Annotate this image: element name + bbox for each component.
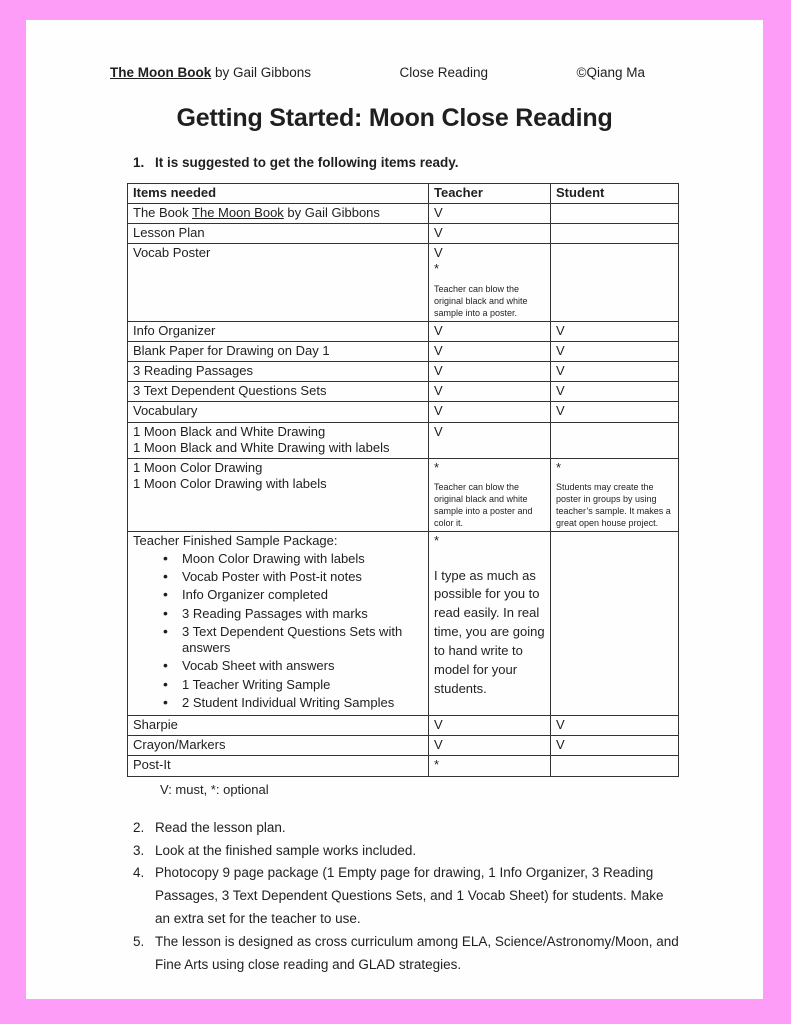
student-cell [551,716,679,736]
step-item [133,931,681,977]
student-cell [551,321,679,341]
bullet-item: • Vocab Poster with Post-it notes [161,569,423,585]
bullet-item: • Info Organizer completed [161,587,423,603]
item-cell: Blank Paper for Drawing on Day 1 [128,342,429,362]
bullet-item: • 3 Text Dependent Questions Sets with answers [161,624,423,656]
col-header-student: Student [551,184,679,204]
items-table [127,183,679,777]
step-item [133,862,681,931]
step-number: 2. [133,819,145,835]
step-item [133,840,681,863]
student-cell [551,342,679,362]
student-mark: V [556,322,565,338]
intro-number: 1. [133,155,145,170]
student-cell [551,756,679,776]
item-cell: 3 Text Dependent Questions Sets [128,382,429,402]
teacher-star-mark: * [434,757,440,773]
student-mark: V [556,363,565,379]
teacher-note: Teacher can blow the original black and white sample into a poster. [434,283,528,318]
item-cell [128,422,429,458]
step-text: The lesson is designed as cross curriculum among ELA, Science/Astronomy/Moon, and Fine Arts using close reading and GLAD strategies. [155,934,679,973]
book-byline: by Gail Gibbons [211,65,312,80]
header-center-label: Close Reading [399,65,489,80]
item-cell: Info Organizer [128,321,429,341]
table-row [128,321,679,341]
student-cell [551,532,679,716]
teacher-cell [429,321,551,341]
teacher-mark: V [434,737,443,753]
teacher-mark: V [434,423,443,439]
item-cell [128,458,429,532]
teacher-cell [429,756,551,776]
student-note: Students may create the poster in groups by using teacher’s sample. It makes a great open house project. [556,481,671,529]
item-cell [128,204,429,224]
bullet-item: • 2 Student Individual Writing Samples [161,695,423,711]
item-cell: Vocabulary [128,402,429,422]
bullet-item: • 1 Teacher Writing Sample [161,677,423,693]
teacher-note: Teacher can blow the original black and white sample into a poster and color it. [434,481,533,529]
item-cell: Vocab Poster [128,244,429,322]
teacher-cell [429,244,551,322]
student-mark: V [556,343,565,359]
table-row [128,736,679,756]
teacher-cell [429,204,551,224]
step-text: Read the lesson plan. [155,819,286,835]
teacher-cell [429,362,551,382]
step-number: 4. [133,865,145,881]
teacher-cell [429,736,551,756]
intro-text: It is suggested to get the following items ready. [155,155,459,170]
item-cell: Sharpie [128,716,429,736]
teacher-mark: V [434,343,443,359]
student-mark: V [556,383,565,399]
col-header-items: Items needed [128,184,429,204]
step-number: 3. [133,842,145,858]
teacher-cell [429,422,551,458]
item-cell: Lesson Plan [128,224,429,244]
student-cell [551,244,679,322]
document-page [26,20,763,999]
student-cell [551,362,679,382]
table-row [128,342,679,362]
teacher-cell [429,458,551,532]
teacher-cell [429,224,551,244]
teacher-mark: V [434,403,443,419]
table-row [128,382,679,402]
teacher-cell [429,532,551,716]
item-text: by Gail Gibbons [283,205,380,221]
package-bullet-list [161,551,423,711]
bullet-item: • 3 Reading Passages with marks [161,606,423,622]
table-row [128,362,679,382]
student-cell [551,422,679,458]
intro-item [133,155,763,170]
item-text-line1: 1 Moon Color Drawing [133,459,263,475]
col-header-teacher: Teacher [429,184,551,204]
item-cell: 3 Reading Passages [128,362,429,382]
item-text: Teacher Finished Sample Package: [133,533,338,549]
student-cell [551,736,679,756]
item-text-underlined: The Moon Book [192,205,284,221]
teacher-cell [429,382,551,402]
item-text-line2: 1 Moon Black and White Drawing with labels [133,439,390,455]
student-mark: V [556,717,565,733]
page-header [110,65,645,80]
teacher-cell [429,342,551,362]
table-row [128,402,679,422]
item-cell [128,532,429,716]
table-row [128,756,679,776]
student-mark: V [556,737,565,753]
student-cell [551,224,679,244]
student-cell [551,382,679,402]
teacher-cell [429,402,551,422]
table-row [128,244,679,322]
table-row [128,716,679,736]
student-cell [551,402,679,422]
step-item [133,817,681,840]
teacher-mark: V [434,205,443,221]
teacher-star-mark: * [434,459,440,475]
page-title: Getting Started: Moon Close Reading [176,104,613,132]
teacher-star-mark: * [434,261,440,277]
bullet-item: • Vocab Sheet with answers [161,658,423,674]
table-row [128,458,679,532]
table-row [128,532,679,716]
teacher-mark: V [434,383,443,399]
item-text-line1: 1 Moon Black and White Drawing [133,423,326,439]
teacher-mark: V [434,245,443,261]
bullet-item: • Moon Color Drawing with labels [161,551,423,567]
copyright-label: ©Qiang Ma [576,65,645,80]
table-row [128,422,679,458]
teacher-mark: V [434,363,443,379]
item-cell: Crayon/Markers [128,736,429,756]
teacher-cell [429,716,551,736]
table-header-row [128,184,679,204]
teacher-mark: V [434,225,443,241]
book-reference [110,65,311,80]
book-title: The Moon Book [110,65,212,80]
item-text-line2: 1 Moon Color Drawing with labels [133,475,327,491]
teacher-paragraph: I type as much as possible for you to read easily. In real time, you are going to hand write to model for your students. [434,567,545,696]
item-text: The Book [133,205,193,221]
student-mark: V [556,403,565,419]
student-star-mark: * [556,459,562,475]
table-legend: V: must, *: optional [160,781,269,797]
table-row [128,204,679,224]
step-number: 5. [133,934,145,950]
steps-list [133,817,681,978]
student-cell [551,204,679,224]
table-row [128,224,679,244]
student-cell [551,458,679,532]
teacher-mark: V [434,322,443,338]
item-cell: Post-It [128,756,429,776]
step-text: Photocopy 9 page package (1 Empty page for drawing, 1 Info Organizer, 3 Reading Passages, 3 Text Dependent Questions Sets, and 1 Vocab Sheet) for students. Make an extra set for the teacher to use. [155,865,664,927]
teacher-mark: V [434,717,443,733]
step-text: Look at the finished sample works included. [155,842,417,858]
teacher-star-mark: * [434,533,440,549]
